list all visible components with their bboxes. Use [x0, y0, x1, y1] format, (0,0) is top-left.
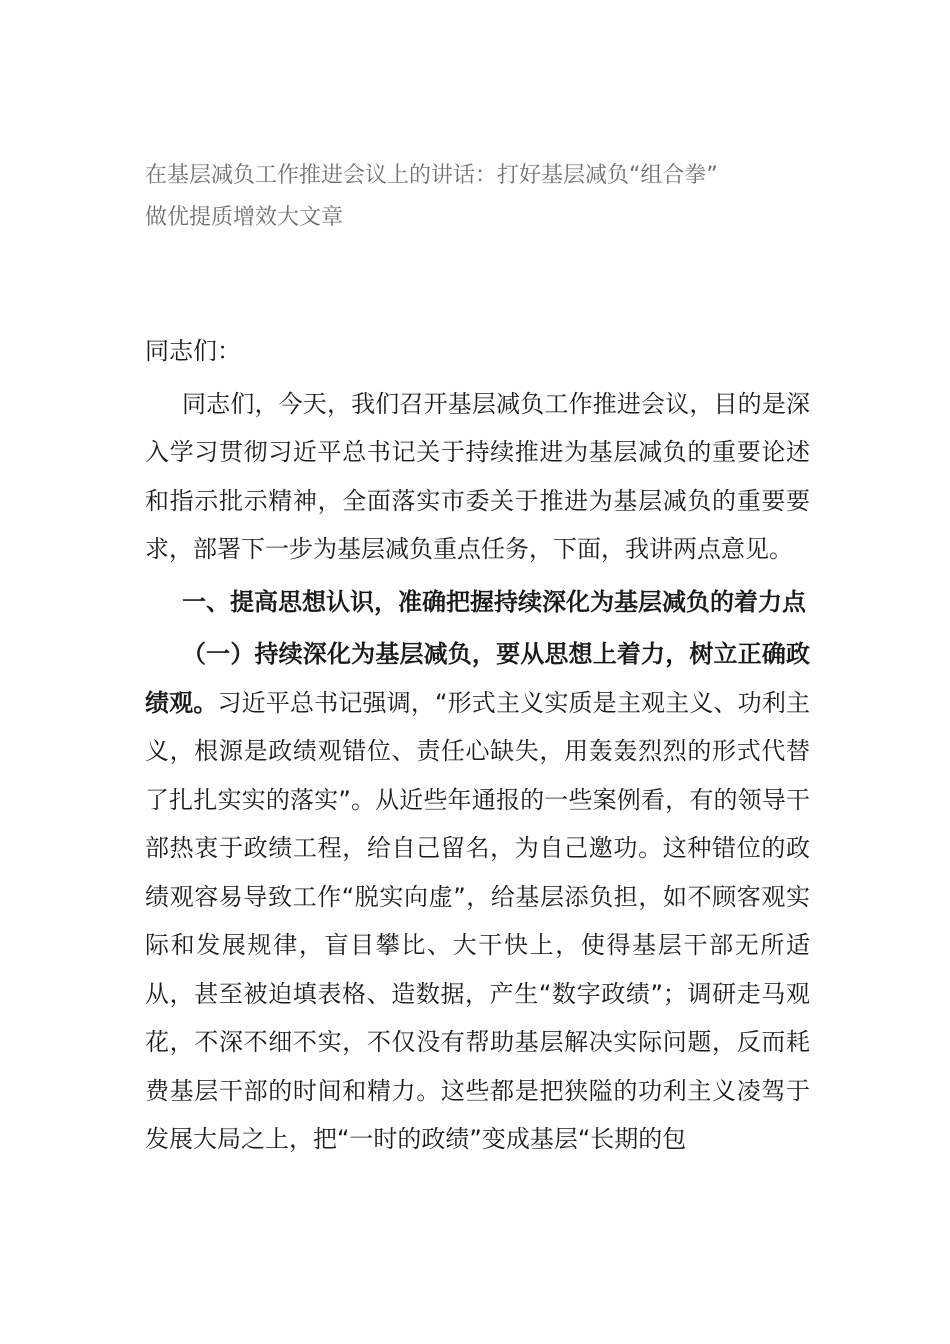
intro-paragraph: 同志们，今天，我们召开基层减负工作推进会议，目的是深入学习贯彻习近平总书记关于持续推进为基层减负的重要论述和指示批示精神，全面落实市委关于推进为基层减负的重要要求，部署下一步为基层减负重点任务，下面，我讲两点意见。 [145, 389, 810, 563]
document-title [145, 155, 815, 239]
title-line-1: 在基层减负工作推进会议上的讲话：打好基层减负“组合拳” [145, 163, 718, 188]
title-line-2: 做优提质增效大文章 [145, 205, 344, 230]
section-heading: 一、提高思想认识，准确把握持续深化为基层减负的着力点 [182, 587, 806, 616]
document-body [145, 327, 810, 1164]
salutation: 同志们： [145, 337, 241, 365]
subsection-lead: （一）持续深化为基层减负，要从思想上着力，树立正确政绩观。 [145, 640, 810, 717]
subsection-body: 习近平总书记强调，“形式主义实质是主观主义、功利主义，根源是政绩观错位、责任心缺失，用轰轰烈烈的形式代替了扎扎实实的落实”。从近些年通报的一些案例看，有的领导干部热衷于政绩工程，给自己留名，为自己邀功。这种错位的政绩观容易导致工作“脱实向虚”，给基层添负担，如不顾客观实际和发展规律，盲目攀比、大干快上，使得基层干部无所适从，甚至被迫填表格、造数据，产生“数字政绩”；调研走马观花，不深不细不实，不仅没有帮助基层解决实际问题，反而耗费基层干部的时间和精力。这些都是把狭隘的功利主义凌驾于发展大局之上，把“一时的政绩”变成基层“长期的包 [145, 688, 811, 1153]
subsection-paragraph [145, 630, 810, 1164]
